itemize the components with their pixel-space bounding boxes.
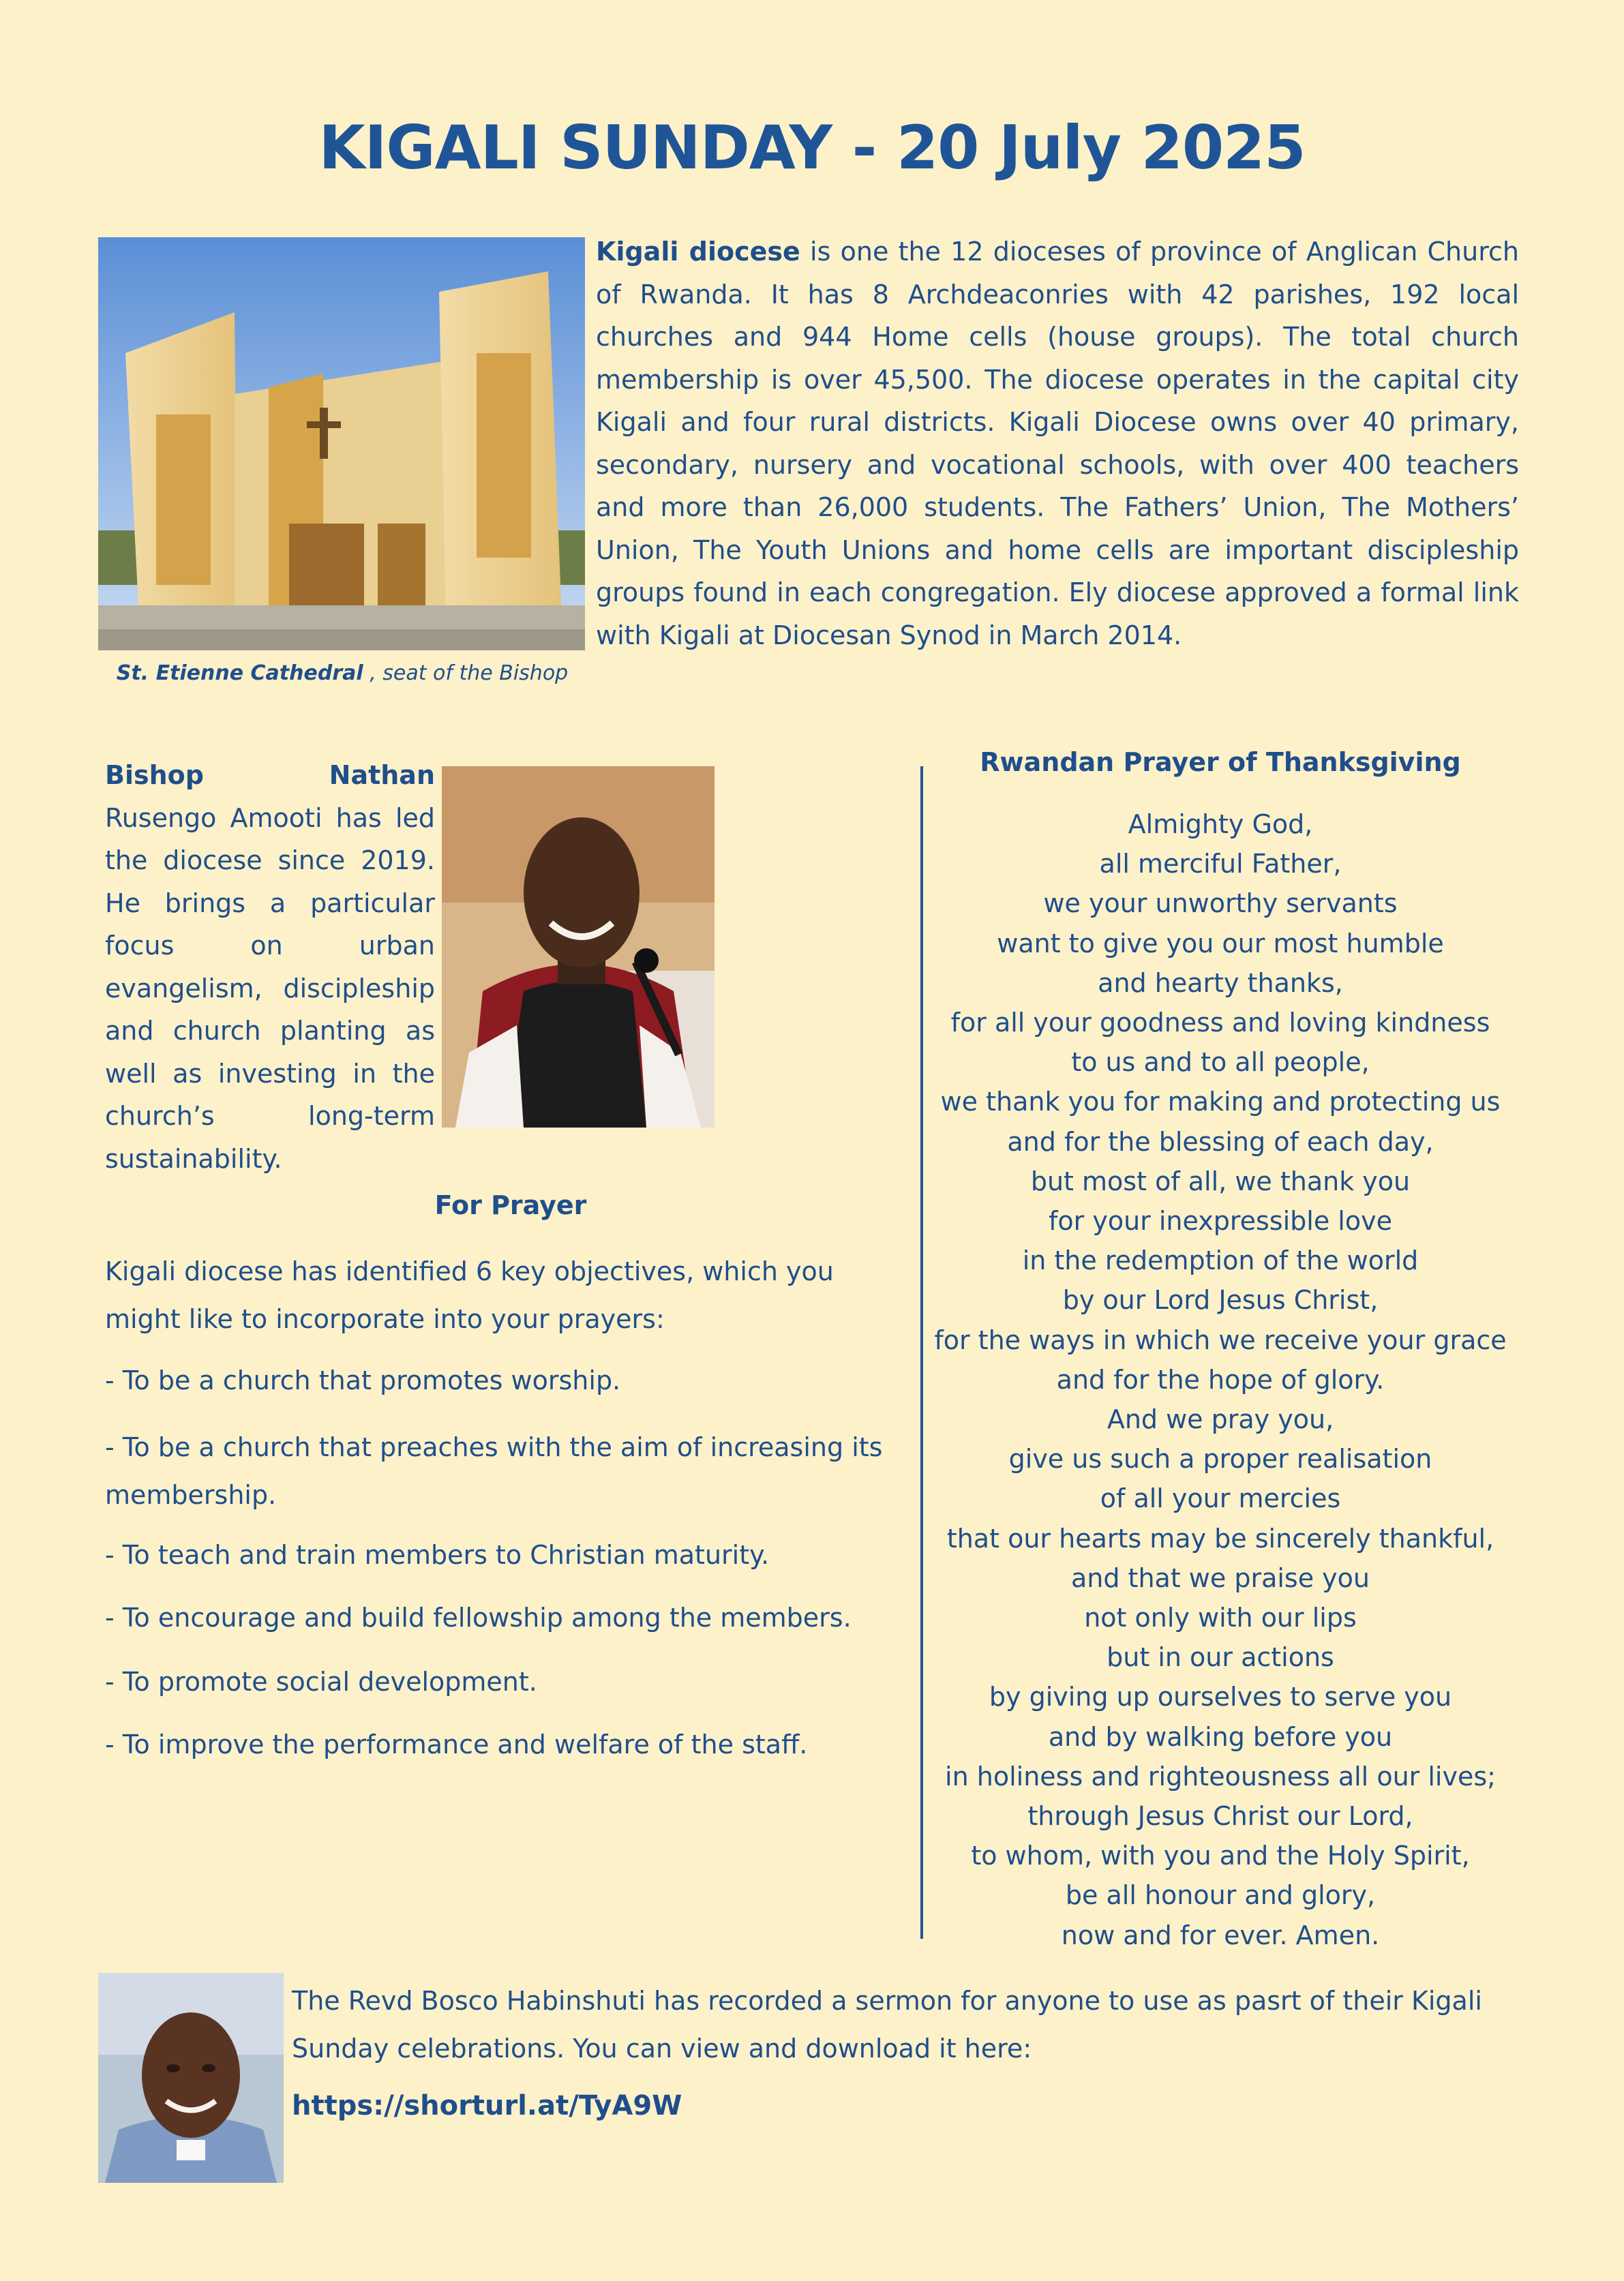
prayer-line: of all your mercies <box>1100 1483 1341 1514</box>
prayer-line: that our hearts may be sincerely thankful, <box>946 1523 1494 1554</box>
prayer-line: and for the hope of glory. <box>1056 1364 1385 1395</box>
prayer-line: we thank you for making and protecting us <box>940 1087 1501 1117</box>
diocese-intro-body: is one the 12 dioceses of province of Anglican Church of Rwanda. It has 8 Archdeaconries with 42 parishes, 192 local churches and 944 Home cells (house groups). The total church membership is over 45,500. The diocese operates in the capital city Kigali and four rural districts. Kigali Diocese owns over 40 primary, secondary, nursery and vocational schools, with over 400 teachers and more than 26,000 students. The Fathers’ Union, The Mothers’ Union, The Youth Unions and home cells are important discipleship groups found in each congregation. Ely diocese approved a formal link with Kigali at Diocesan Synod in March 2014. <box>596 237 1519 650</box>
prayer-line: not only with our lips <box>1084 1603 1357 1633</box>
prayer-line: be all honour and glory, <box>1065 1880 1376 1911</box>
objective-item: - To encourage and build fellowship among the members. <box>105 1603 852 1633</box>
for-prayer-heading: For Prayer <box>434 1190 587 1220</box>
cathedral-caption <box>97 661 588 685</box>
prayer-line: give us such a proper realisation <box>1008 1444 1432 1475</box>
objective-item: - To improve the performance and welfare of the staff. <box>105 1729 808 1759</box>
prayer-line: in the redemption of the world <box>1022 1245 1419 1276</box>
prayer-line: now and for ever. Amen. <box>1061 1920 1380 1950</box>
page-title: KIGALI SUNDAY - 20 July 2025 <box>318 112 1306 183</box>
column-divider <box>920 766 923 1939</box>
prayer-line: and that we praise you <box>1070 1562 1370 1593</box>
prayer-line: we your unworthy servants <box>1043 888 1398 919</box>
prayer-line: and for the blessing of each day, <box>1007 1126 1434 1157</box>
prayer-line: through Jesus Christ our Lord, <box>1027 1801 1413 1832</box>
prayer-line: to whom, with you and the Holy Spirit, <box>971 1841 1470 1871</box>
prayer-line: for the ways in which we receive your grace <box>934 1325 1507 1355</box>
prayer-line: want to give you our most humble <box>997 928 1444 958</box>
prayer-line: for all your goodness and loving kindness <box>950 1008 1490 1038</box>
prayer-line: but in our actions <box>1107 1642 1334 1673</box>
bishop-bio-lead: Bishop Nathan <box>105 760 435 790</box>
sermon-link[interactable]: https://shorturl.at/TyA9W <box>292 2090 682 2121</box>
prayer-line: and hearty thanks, <box>1098 967 1343 998</box>
prayer-line: for your inexpressible love <box>1049 1206 1392 1237</box>
bishop-bio <box>105 754 435 1180</box>
sermon-text: The Revd Bosco Habinshuti has recorded a sermon for anyone to use as pasrt of their Kigali Sunday celebrations. You can view and download it here: <box>292 1986 1482 2064</box>
objective-item: - To be a church that preaches with the aim of increasing its membership. <box>105 1432 883 1510</box>
prayer-line: to us and to all people, <box>1071 1047 1370 1078</box>
prayer-line: by our Lord Jesus Christ, <box>1062 1285 1379 1316</box>
for-prayer-intro: Kigali diocese has identified 6 key objectives, which you might like to incorporate into your prayers: <box>105 1256 834 1334</box>
cathedral-photo <box>98 237 585 650</box>
revd-bosco-photo <box>98 1973 284 2183</box>
objective-item: - To be a church that promotes worship. <box>105 1365 621 1395</box>
prayer-line: by giving up ourselves to serve you <box>989 1682 1452 1712</box>
prayer-line: but most of all, we thank you <box>1030 1166 1411 1196</box>
bishop-bio-body: Rusengo Amooti has led the diocese since 2019. He brings a particular focus on urban evangelism, discipleship and church planting as well as investing in the church’s long-term sustainability. <box>105 802 435 1174</box>
bishop-photo <box>442 766 715 1128</box>
prayer-heading: Rwandan Prayer of Thanksgiving <box>980 747 1461 777</box>
objective-item: - To promote social development. <box>105 1667 537 1697</box>
prayer-line: and by walking before you <box>1048 1721 1393 1752</box>
objective-item: - To teach and train members to Christian maturity. <box>105 1540 770 1570</box>
prayer-line: Almighty God, <box>1128 809 1313 839</box>
cathedral-caption-rest: , seat of the Bishop <box>363 661 569 685</box>
diocese-intro <box>596 230 1519 656</box>
cathedral-caption-name: St. Etienne Cathedral <box>116 661 363 685</box>
prayer-text <box>927 804 1514 1955</box>
diocese-intro-lead: Kigali diocese <box>596 237 800 267</box>
prayer-line: And we pray you, <box>1107 1404 1334 1435</box>
prayer-line: in holiness and righteousness all our lives; <box>945 1761 1496 1792</box>
prayer-line: all merciful Father, <box>1099 849 1342 879</box>
